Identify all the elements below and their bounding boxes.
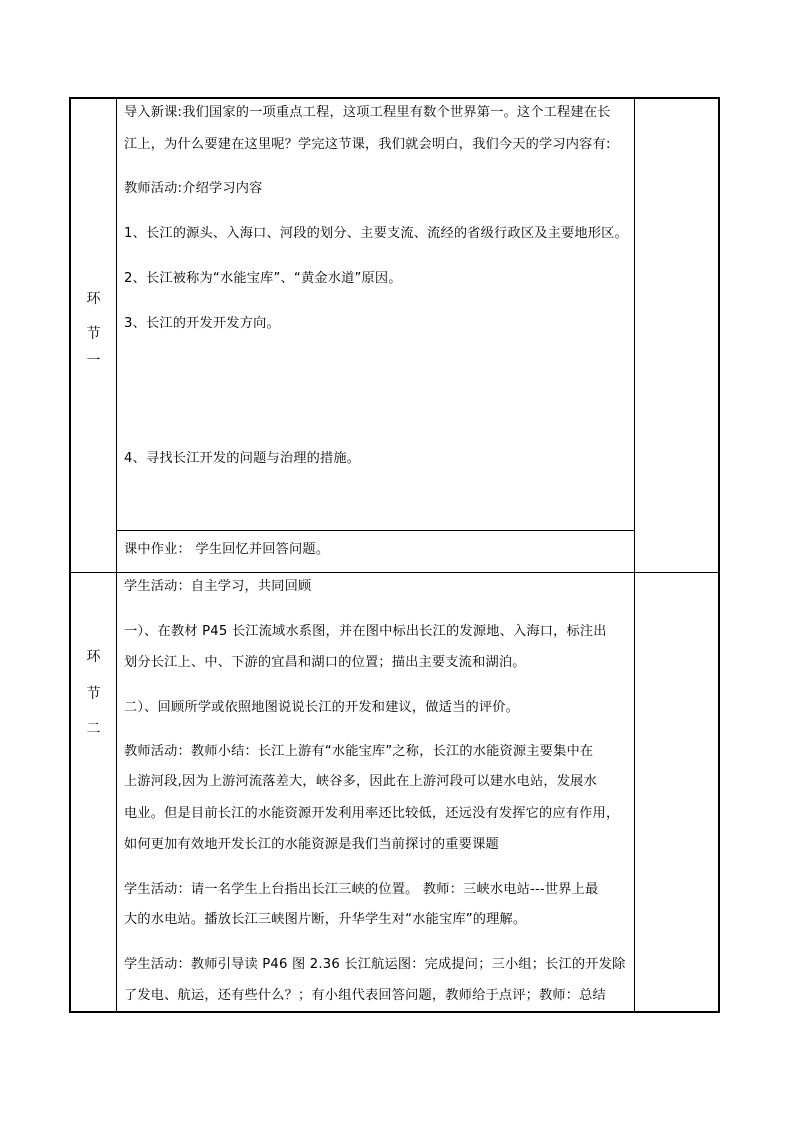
section-two-content-cell: [117, 573, 634, 1011]
section-two-row: [71, 573, 718, 1011]
paragraph-line: 3、长江的开发开发方向。: [124, 316, 280, 331]
paragraph-line: 如何更加有效地开发长江的水能资源是我们当前探讨的重要课题: [124, 837, 499, 852]
section-one-content-cell: [117, 99, 634, 572]
section-two-label-cell: [71, 573, 117, 1011]
paragraph-line: 划分长江上、中、下游的宜昌和湖口的位置；描出主要支流和湖泊。: [124, 655, 526, 670]
homework-cell: [117, 530, 634, 573]
section-one-label-char: 节: [86, 326, 101, 342]
paragraph-line: 导入新课:我们国家的一项重点工程，这项工程里有数个世界第一。这个工程建在长: [124, 105, 611, 120]
section-two-notes-cell: [634, 573, 718, 1011]
section-two-label-char: 环: [86, 649, 101, 665]
paragraph-line: 2、长江被称为“水能宝库”、“黄金水道”原因。: [124, 271, 402, 286]
paragraph-line: 上游河段,因为上游河流落差大，峡谷多，因此在上游河段可以建水电站，发展水: [124, 774, 597, 789]
paragraph-line: 电业。但是目前长江的水能资源开发利用率还比较低，还远没有发挥它的应有作用，: [124, 806, 620, 821]
paragraph-line: 4、寻找长江开发的问题与治理的措施。: [124, 451, 361, 466]
lesson-plan-table: [69, 97, 720, 1013]
section-two-label-char: 二: [86, 721, 101, 737]
section-two-label-char: 节: [86, 686, 101, 702]
section-one-label-cell: [71, 99, 117, 572]
paragraph-line: 了发电、航运，还有些什么？；有小组代表回答问题，教师给于点评；教师：总结: [124, 988, 606, 1003]
paragraph-line: 教师活动：教师小结：长江上游有“水能宝库”之称，长江的水能资源主要集中在: [124, 744, 594, 759]
paragraph-line: 学生活动：请一名学生上台指出长江三峡的位置。 教师：三峡水电站---世界上最: [124, 882, 599, 897]
section-one-row: [71, 99, 718, 573]
section-one-label-char: 环: [86, 291, 101, 307]
paragraph-line: 教师活动:介绍学习内容: [124, 181, 263, 196]
paragraph-line: 学生活动：教师引导读 P46 图 2.36 长江航运图：完成提问；三小组；长江的开发除: [124, 957, 626, 972]
paragraph-line: 江上，为什么要建在这里呢？学完这节课，我们就会明白，我们今天的学习内容有:: [124, 137, 611, 152]
homework-text: 课中作业： 学生回忆并回答问题。: [124, 542, 330, 557]
paragraph-line: 二）、回顾所学或依照地图说说长江的开发和建议，做适当的评价。: [124, 700, 520, 715]
paragraph-line: 一）、在教材 P45 长江流域水系图，并在图中标出长江的发源地、入海口，标注出: [124, 624, 607, 639]
paragraph-line: 学生活动：自主学习，共同回顾: [124, 579, 312, 594]
paragraph-line: 大的水电站。播放长江三峡图片断，升华学生对“水能宝库”的理解。: [124, 912, 527, 927]
paragraph-line: 1、长江的源头、入海口、河段的划分、主要支流、流经的省级行政区及主要地形区。: [124, 226, 628, 241]
section-one-label-char: 一: [86, 353, 101, 369]
section-one-notes-cell: [634, 99, 718, 572]
